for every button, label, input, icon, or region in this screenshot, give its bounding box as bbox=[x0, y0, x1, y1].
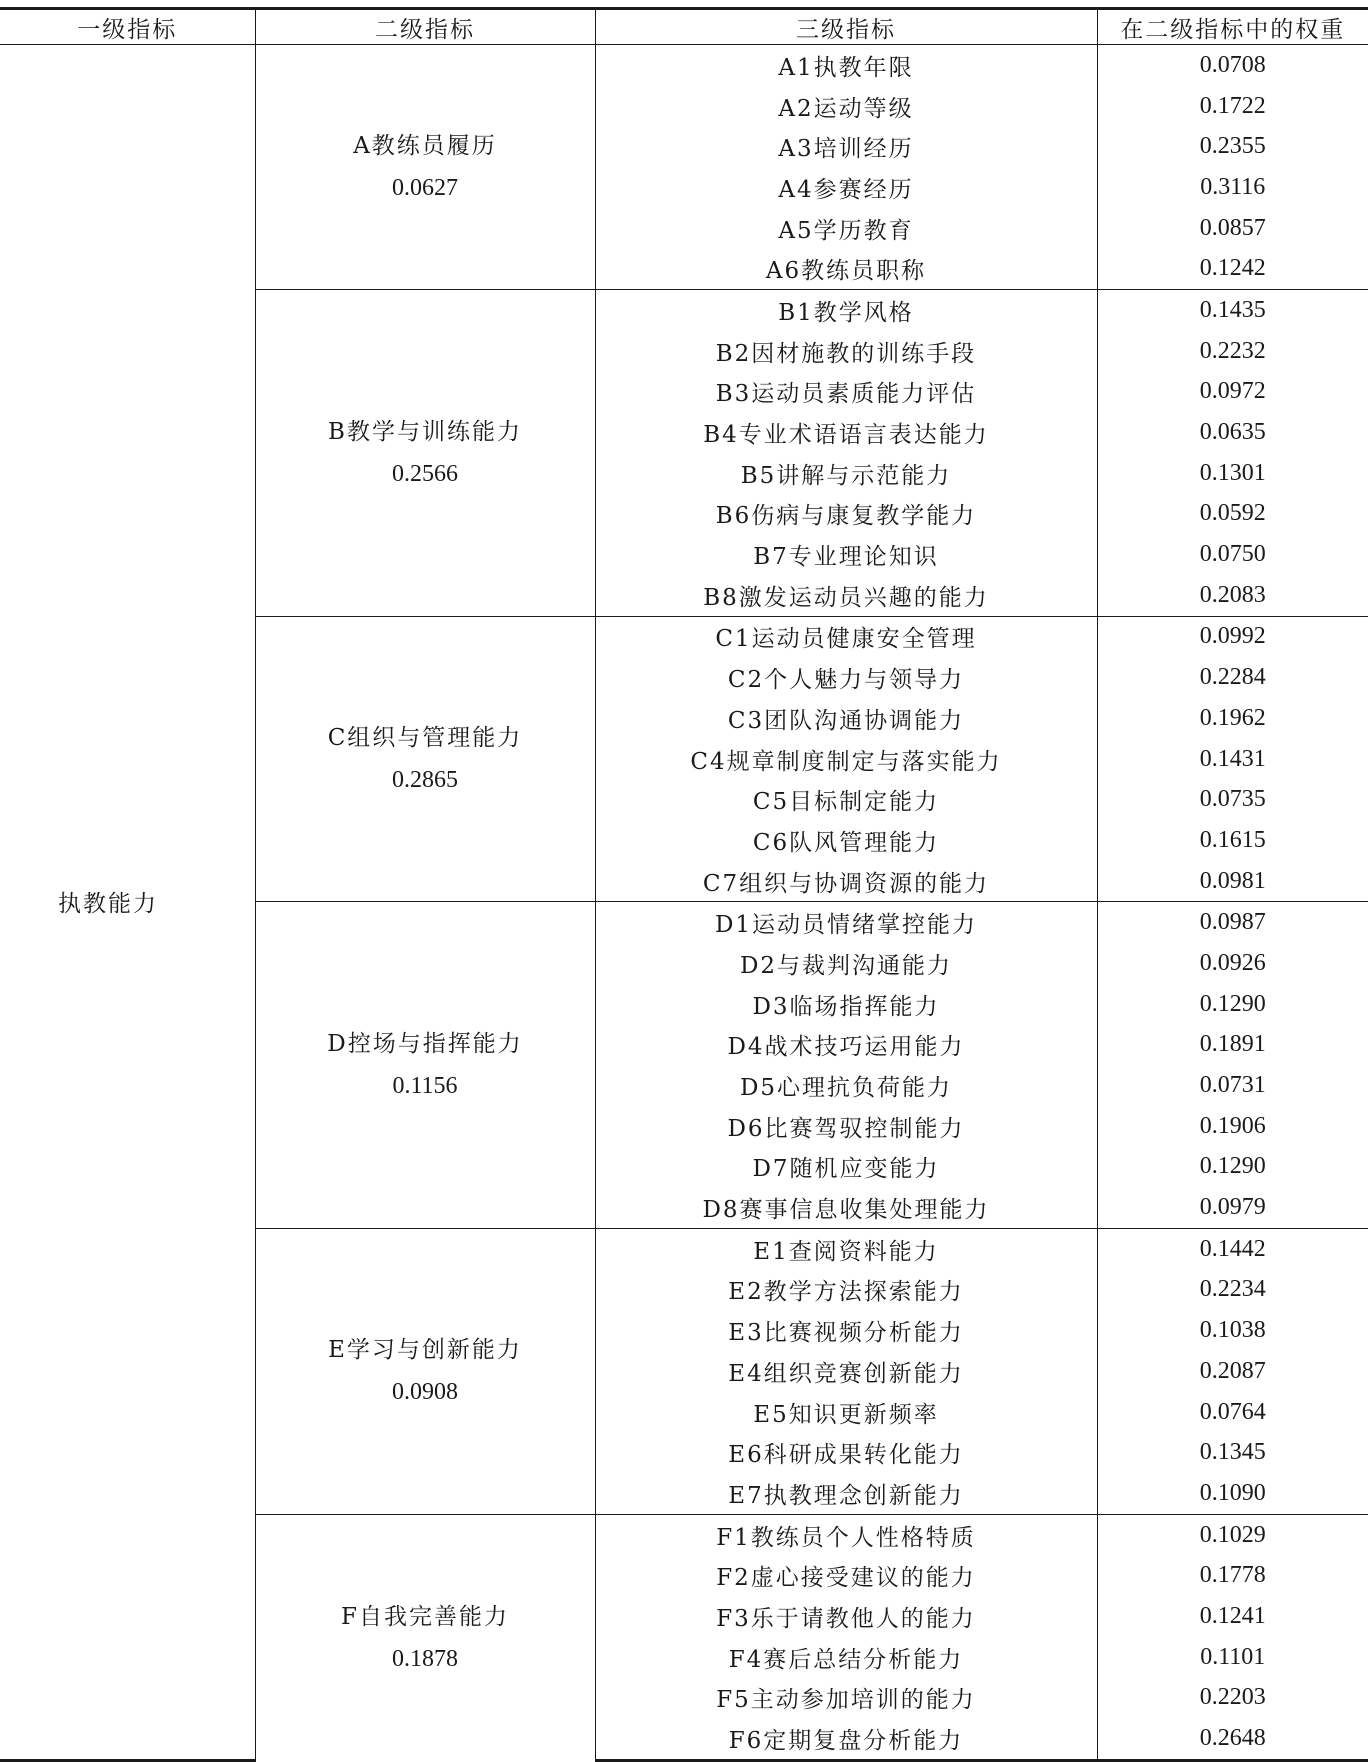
header-level1: 一级指标 bbox=[0, 9, 255, 45]
level2-indicator bbox=[255, 902, 595, 1229]
level3-indicator: B8激发运动员兴趣的能力 bbox=[595, 575, 1097, 616]
level1-indicator: 执教能力 bbox=[0, 45, 255, 1761]
level2-weight: 0.0908 bbox=[392, 1379, 458, 1406]
level3-weight: 0.2087 bbox=[1097, 1351, 1368, 1392]
level3-weight: 0.0635 bbox=[1097, 412, 1368, 453]
level3-indicator: F2虚心接受建议的能力 bbox=[595, 1555, 1097, 1596]
level3-weight: 0.3116 bbox=[1097, 167, 1368, 208]
level3-indicator: E3比赛视频分析能力 bbox=[595, 1310, 1097, 1351]
level3-weight: 0.1615 bbox=[1097, 820, 1368, 861]
level3-weight: 0.2355 bbox=[1097, 126, 1368, 167]
level3-weight: 0.0708 bbox=[1097, 45, 1368, 86]
level3-indicator: B6伤病与康复教学能力 bbox=[595, 494, 1097, 535]
level3-indicator: D5心理抗负荷能力 bbox=[595, 1065, 1097, 1106]
level2-name: A教练员履历 bbox=[353, 133, 497, 160]
level2-weight: 0.1878 bbox=[392, 1645, 458, 1672]
level3-weight: 0.0857 bbox=[1097, 208, 1368, 249]
level3-weight: 0.0735 bbox=[1097, 779, 1368, 820]
level3-indicator: B4专业术语语言表达能力 bbox=[595, 412, 1097, 453]
level3-weight: 0.0764 bbox=[1097, 1392, 1368, 1433]
level3-weight: 0.0979 bbox=[1097, 1187, 1368, 1228]
level3-indicator: D7随机应变能力 bbox=[595, 1147, 1097, 1188]
level3-weight: 0.1962 bbox=[1097, 698, 1368, 739]
level2-indicator bbox=[255, 45, 595, 290]
level3-indicator: C7组织与协调资源的能力 bbox=[595, 861, 1097, 902]
level3-weight: 0.0926 bbox=[1097, 943, 1368, 984]
level2-name: E学习与创新能力 bbox=[328, 1337, 522, 1364]
level3-indicator: B3运动员素质能力评估 bbox=[595, 372, 1097, 413]
level3-indicator: A4参赛经历 bbox=[595, 167, 1097, 208]
level3-weight: 0.1290 bbox=[1097, 1147, 1368, 1188]
level3-indicator: E5知识更新频率 bbox=[595, 1392, 1097, 1433]
level3-weight: 0.1778 bbox=[1097, 1555, 1368, 1596]
level3-weight: 0.1290 bbox=[1097, 984, 1368, 1025]
level3-weight: 0.1038 bbox=[1097, 1310, 1368, 1351]
level3-weight: 0.2203 bbox=[1097, 1678, 1368, 1719]
level2-weight: 0.2865 bbox=[392, 767, 458, 794]
level3-indicator: C5目标制定能力 bbox=[595, 779, 1097, 820]
header-level2: 二级指标 bbox=[255, 9, 595, 45]
indicator-weight-table-page bbox=[0, 7, 1368, 1762]
level3-indicator: B7专业理论知识 bbox=[595, 534, 1097, 575]
level3-weight: 0.1345 bbox=[1097, 1432, 1368, 1473]
header-weight: 在二级指标中的权重 bbox=[1097, 9, 1368, 45]
level3-weight: 0.1435 bbox=[1097, 290, 1368, 331]
level2-indicator bbox=[255, 616, 595, 902]
level3-weight: 0.1241 bbox=[1097, 1596, 1368, 1637]
level3-indicator: E6科研成果转化能力 bbox=[595, 1432, 1097, 1473]
level3-weight: 0.0750 bbox=[1097, 534, 1368, 575]
level3-indicator: F6定期复盘分析能力 bbox=[595, 1718, 1097, 1760]
level3-weight: 0.0731 bbox=[1097, 1065, 1368, 1106]
level3-weight: 0.2232 bbox=[1097, 331, 1368, 372]
level3-weight: 0.0972 bbox=[1097, 372, 1368, 413]
table-header-row bbox=[0, 9, 1368, 45]
level3-indicator: B1教学风格 bbox=[595, 290, 1097, 331]
level2-weight: 0.1156 bbox=[392, 1073, 458, 1100]
level3-weight: 0.0987 bbox=[1097, 902, 1368, 943]
level3-indicator: D4战术技巧运用能力 bbox=[595, 1025, 1097, 1066]
level3-indicator: A3培训经历 bbox=[595, 126, 1097, 167]
level3-weight: 0.0992 bbox=[1097, 616, 1368, 657]
level3-indicator: F3乐于请教他人的能力 bbox=[595, 1596, 1097, 1637]
level3-indicator: C4规章制度制定与落实能力 bbox=[595, 739, 1097, 780]
level3-indicator: F4赛后总结分析能力 bbox=[595, 1637, 1097, 1678]
level2-name: F自我完善能力 bbox=[341, 1603, 509, 1630]
level2-name: B教学与训练能力 bbox=[328, 418, 522, 445]
level3-weight: 0.1101 bbox=[1097, 1637, 1368, 1678]
level3-weight: 0.1090 bbox=[1097, 1473, 1368, 1514]
level3-indicator: C3团队沟通协调能力 bbox=[595, 698, 1097, 739]
level3-weight: 0.1029 bbox=[1097, 1514, 1368, 1555]
level3-weight: 0.1301 bbox=[1097, 453, 1368, 494]
level3-indicator: F5主动参加培训的能力 bbox=[595, 1678, 1097, 1719]
level3-weight: 0.0592 bbox=[1097, 494, 1368, 535]
level3-weight: 0.1722 bbox=[1097, 86, 1368, 127]
level2-indicator bbox=[255, 1228, 595, 1514]
level3-weight: 0.2234 bbox=[1097, 1270, 1368, 1311]
level3-indicator: E1查阅资料能力 bbox=[595, 1228, 1097, 1269]
level2-name: D控场与指挥能力 bbox=[327, 1031, 523, 1058]
level3-indicator: B5讲解与示范能力 bbox=[595, 453, 1097, 494]
level2-weight: 0.0627 bbox=[392, 175, 458, 202]
level3-indicator: D3临场指挥能力 bbox=[595, 984, 1097, 1025]
level3-indicator: B2因材施教的训练手段 bbox=[595, 331, 1097, 372]
header-level3: 三级指标 bbox=[595, 9, 1097, 45]
level3-indicator: C1运动员健康安全管理 bbox=[595, 616, 1097, 657]
level2-weight: 0.2566 bbox=[392, 460, 458, 487]
indicator-weight-table bbox=[0, 7, 1368, 1762]
level3-weight: 0.2284 bbox=[1097, 657, 1368, 698]
level3-weight: 0.2648 bbox=[1097, 1718, 1368, 1760]
table-row bbox=[0, 45, 1368, 86]
level3-indicator: A6教练员职称 bbox=[595, 248, 1097, 289]
table-body bbox=[0, 45, 1368, 1761]
level3-indicator: D6比赛驾驭控制能力 bbox=[595, 1106, 1097, 1147]
level3-indicator: C2个人魅力与领导力 bbox=[595, 657, 1097, 698]
level3-weight: 0.1906 bbox=[1097, 1106, 1368, 1147]
level3-weight: 0.1242 bbox=[1097, 248, 1368, 289]
level3-indicator: F1教练员个人性格特质 bbox=[595, 1514, 1097, 1555]
level3-weight: 0.1431 bbox=[1097, 739, 1368, 780]
level3-weight: 0.1442 bbox=[1097, 1228, 1368, 1269]
level3-indicator: A1执教年限 bbox=[595, 45, 1097, 86]
level2-name: C组织与管理能力 bbox=[327, 725, 523, 752]
level2-indicator bbox=[255, 290, 595, 617]
level3-indicator: E7执教理念创新能力 bbox=[595, 1473, 1097, 1514]
level3-indicator: D8赛事信息收集处理能力 bbox=[595, 1187, 1097, 1228]
level3-indicator: D1运动员情绪掌控能力 bbox=[595, 902, 1097, 943]
level3-weight: 0.0981 bbox=[1097, 861, 1368, 902]
level2-indicator bbox=[255, 1514, 595, 1760]
level3-indicator: D2与裁判沟通能力 bbox=[595, 943, 1097, 984]
level3-indicator: A5学历教育 bbox=[595, 208, 1097, 249]
level3-weight: 0.2083 bbox=[1097, 575, 1368, 616]
level3-indicator: E4组织竞赛创新能力 bbox=[595, 1351, 1097, 1392]
level3-indicator: E2教学方法探索能力 bbox=[595, 1270, 1097, 1311]
level3-indicator: A2运动等级 bbox=[595, 86, 1097, 127]
level3-indicator: C6队风管理能力 bbox=[595, 820, 1097, 861]
level3-weight: 0.1891 bbox=[1097, 1025, 1368, 1066]
